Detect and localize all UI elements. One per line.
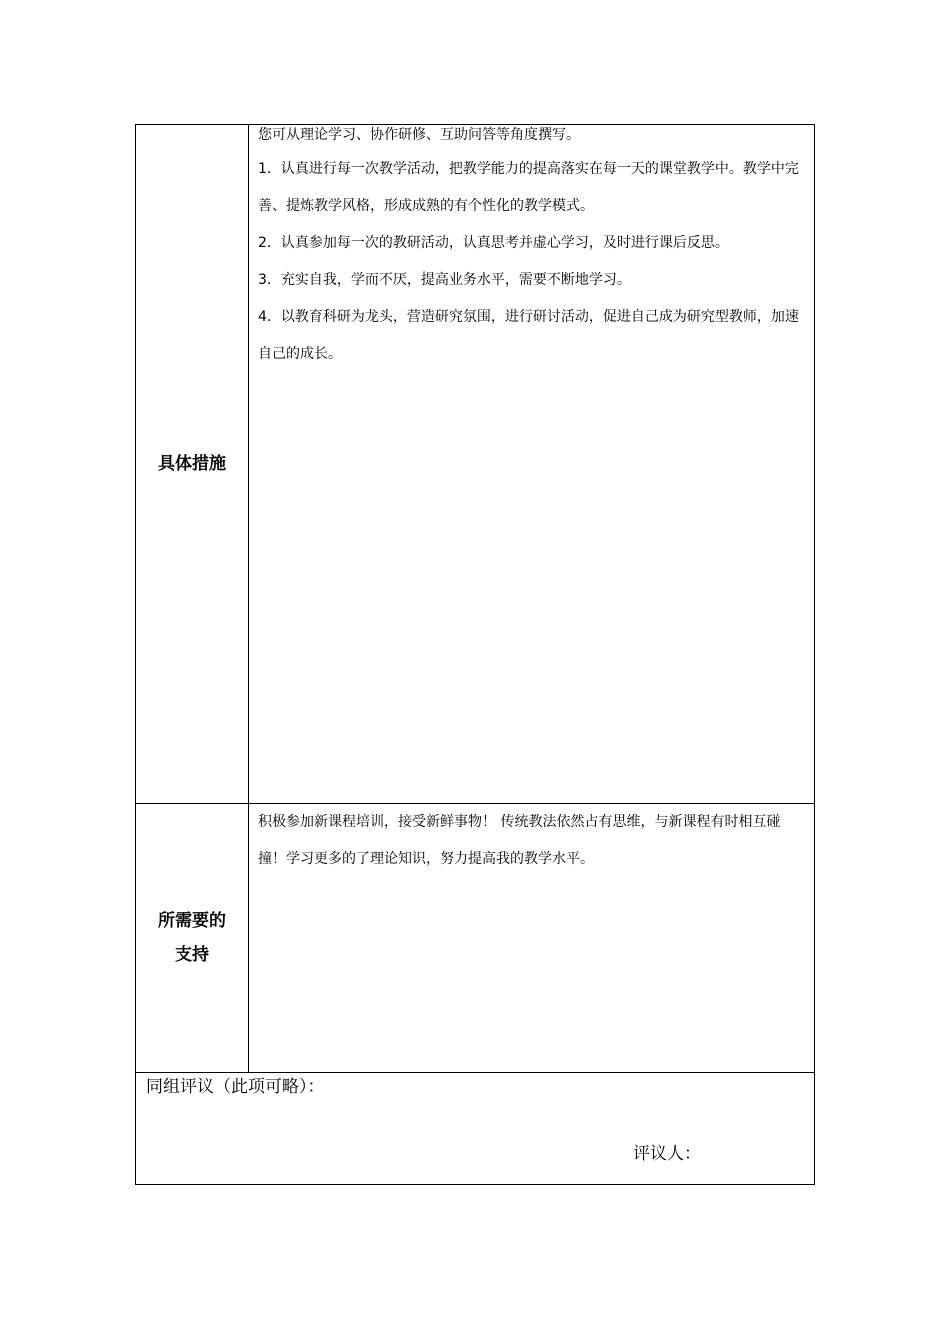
- review-row: [136, 1073, 814, 1185]
- measure-item-3: 3．充实自我，学而不厌，提高业务水平，需要不断地学习。: [258, 272, 631, 288]
- measures-intro: 您可从理论学习、协作研修、互助问答等角度撰写。: [258, 127, 580, 143]
- measure-item-1: 1．认真进行每一次教学活动，把教学能力的提高落实在每一天的课堂教学中。教学中完善、提炼教学风格，形成成熟的有个性化的教学模式。: [258, 161, 799, 214]
- support-label-cell: [136, 804, 249, 1072]
- support-text: 积极参加新课程培训，接受新鲜事物！ 传统教法依然占有思维，与新课程有时相互碰撞！学习更多的了理论知识，努力提高我的教学水平。: [258, 814, 781, 867]
- measures-row: [136, 125, 814, 804]
- measures-label: 具体措施: [158, 454, 226, 474]
- support-row: [136, 804, 814, 1073]
- support-content-cell: [249, 804, 814, 1072]
- reviewer-label: 评议人：: [633, 1144, 701, 1164]
- measure-item-4: 4．以教育科研为龙头，营造研究氛围，进行研讨活动，促进自己成为研究型教师，加速自己的成长。: [258, 309, 799, 362]
- plan-form-table: [135, 124, 815, 1185]
- support-label: 所需要的 支持: [158, 911, 226, 965]
- review-title: 同组评议（此项可略）：: [146, 1077, 325, 1097]
- measure-item-2: 2．认真参加每一次的教研活动，认真思考并虚心学习，及时进行课后反思。: [258, 235, 729, 251]
- measures-content-cell: [249, 125, 814, 803]
- measures-label-cell: [136, 125, 249, 803]
